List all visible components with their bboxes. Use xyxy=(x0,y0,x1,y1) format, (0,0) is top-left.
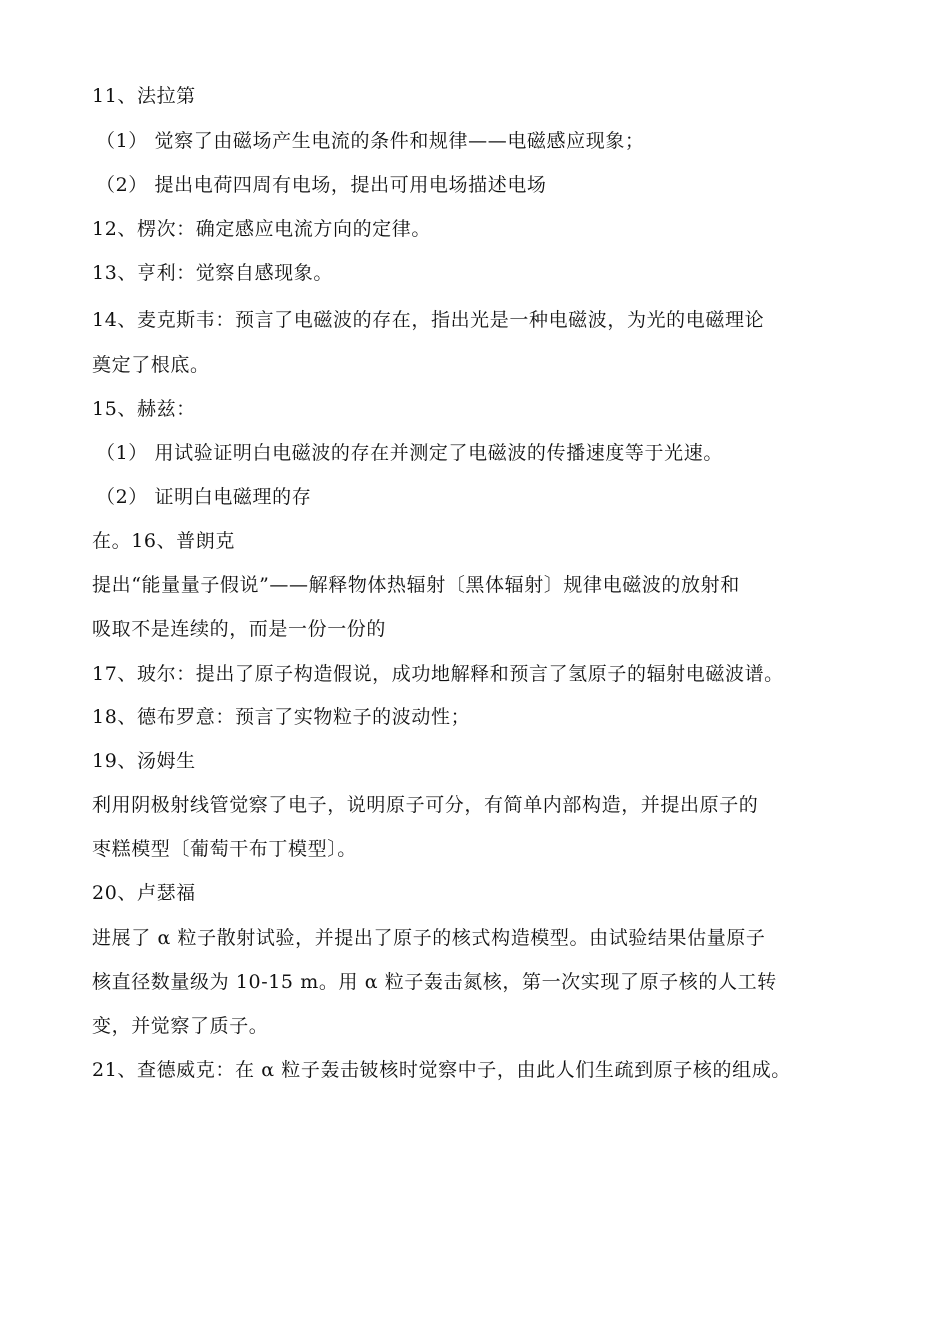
text-line: 奠定了根底。 xyxy=(92,354,210,376)
text-line: （2） 提出电荷四周有电场，提出可用电场描述电场 xyxy=(96,174,547,196)
text-line: 19、汤姆生 xyxy=(92,750,196,772)
text-line: 进展了 α 粒子散射试验，并提出了原子的核式构造模型。由试验结果估量原子 xyxy=(92,927,766,949)
text-line: 18、德布罗意：预言了实物粒子的波动性； xyxy=(92,706,471,728)
text-line: 11、法拉第 xyxy=(92,85,196,107)
text-line: 17、玻尔：提出了原子构造假说，成功地解释和预言了氢原子的辐射电磁波谱。 xyxy=(92,663,784,685)
text-line: （1） 觉察了由磁场产生电流的条件和规律——电磁感应现象； xyxy=(96,130,645,152)
text-line: 利用阴极射线管觉察了电子，说明原子可分，有简单内部构造，并提出原子的 xyxy=(92,794,759,816)
text-line: 提出“能量量子假说”——解释物体热辐射〔黑体辐射〕规律电磁波的放射和 xyxy=(92,574,740,596)
text-line: 14、麦克斯韦：预言了电磁波的存在，指出光是一种电磁波，为光的电磁理论 xyxy=(92,309,765,331)
text-line: （2） 证明白电磁理的存 xyxy=(96,486,312,508)
text-line: 变，并觉察了质子。 xyxy=(92,1015,269,1037)
text-line: （1） 用试验证明白电磁波的存在并测定了电磁波的传播速度等于光速。 xyxy=(96,442,723,464)
text-line: 12、楞次：确定感应电流方向的定律。 xyxy=(92,218,431,240)
text-line: 在。16、普朗克 xyxy=(92,530,235,552)
text-line: 21、查德威克：在 α 粒子轰击铍核时觉察中子，由此人们生疏到原子核的组成。 xyxy=(92,1059,791,1081)
text-line: 枣糕模型〔葡萄干布丁模型〕。 xyxy=(92,838,357,860)
text-line: 20、卢瑟福 xyxy=(92,882,196,904)
text-line: 13、亨利：觉察自感现象。 xyxy=(92,262,333,284)
text-line: 15、赫兹： xyxy=(92,398,196,420)
text-line: 吸取不是连续的，而是一份一份的 xyxy=(92,618,387,640)
text-line: 核直径数量级为 10-15 m。用 α 粒子轰击氮核，第一次实现了原子核的人工转 xyxy=(92,971,777,993)
